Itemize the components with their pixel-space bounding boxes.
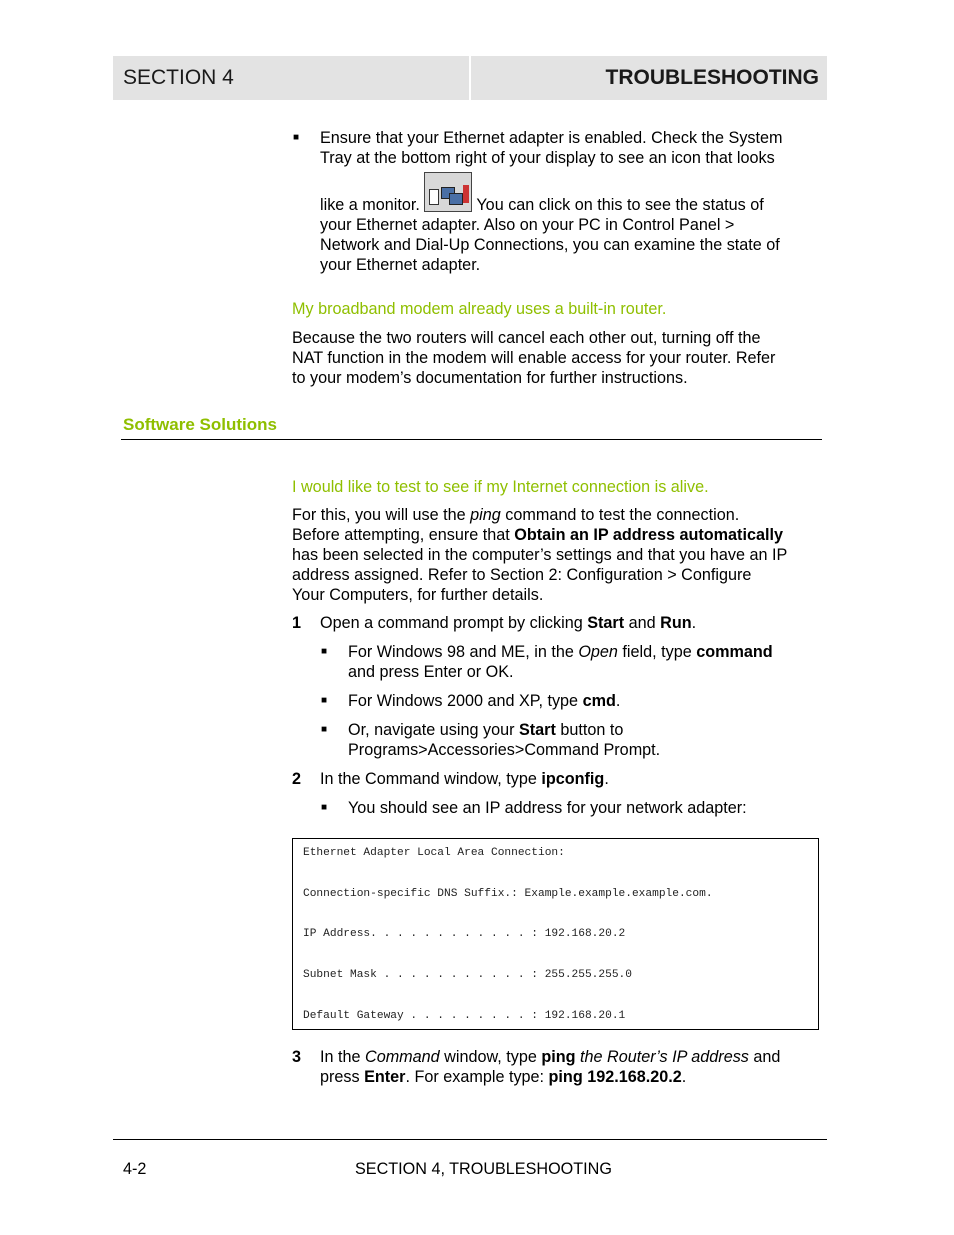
bullet-line: Tray at the bottom right of your display to see an icon that looks xyxy=(320,149,775,167)
section-heading: Software Solutions xyxy=(123,415,277,434)
bullet-line: Ensure that your Ethernet adapter is enabled. Check the System xyxy=(320,129,783,147)
answer-paragraph: For this, you will use the ping command to test the connection. Before attempting, ensure that Obtain an IP address automatically has been selected in the computer’s settings and that you have an IP address assigned. Refer to Section 2: Configuration > Configure Your Computers, for further details. xyxy=(292,506,788,604)
step-text: In the Command window, type ping the Router’s IP address and press Enter. For example type: ping 192.168.20.2. xyxy=(320,1048,781,1086)
section-divider xyxy=(121,439,822,440)
sub-bullet: ■ You should see an IP address for your network adapter: xyxy=(321,799,747,817)
bullet-line-with-icon: like a monitor. You can click on this to see the status of xyxy=(320,172,820,215)
header-title: TROUBLESHOOTING xyxy=(605,66,819,89)
step-text: Open a command prompt by clicking Start and Run. xyxy=(320,614,697,632)
code-line: Subnet Mask . . . . . . . . . . . : 255.255.255.0 xyxy=(303,969,632,981)
bullet-line: your Ethernet adapter. Also on your PC in Control Panel > xyxy=(320,216,735,234)
bullet-marker: ■ xyxy=(293,132,300,143)
code-line: Ethernet Adapter Local Area Connection: xyxy=(303,847,565,859)
page-header xyxy=(113,56,827,100)
bullet-line: your Ethernet adapter. xyxy=(320,256,481,274)
bullet-marker: ■ xyxy=(321,646,328,657)
header-title-cell xyxy=(471,56,827,100)
step-number: 2 xyxy=(292,770,302,788)
code-line: Connection-specific DNS Suffix.: Example.example.example.com. xyxy=(303,888,713,900)
bullet-marker: ■ xyxy=(321,802,328,813)
sub-bullet: ■ For Windows 98 and ME, in the Open field, type command and press Enter or OK. xyxy=(321,643,773,681)
bullet-marker: ■ xyxy=(321,724,328,735)
bullet-marker: ■ xyxy=(321,695,328,706)
code-line: IP Address. . . . . . . . . . . . : 192.168.20.2 xyxy=(303,928,626,940)
ipconfig-output xyxy=(292,838,819,1030)
code-line: Default Gateway . . . . . . . . . : 192.168.20.1 xyxy=(303,1010,626,1022)
question-heading: My broadband modem already uses a built-in router. xyxy=(292,300,667,318)
answer-paragraph: Because the two routers will cancel each other out, turning off the NAT function in the modem will enable access for your router. Refer to your modem’s documentation for further instructions. xyxy=(292,329,776,387)
ethernet-bullet xyxy=(293,128,820,275)
step-text: In the Command window, type ipconfig. xyxy=(320,770,609,788)
network-monitor-icon xyxy=(424,172,472,212)
question-heading: I would like to test to see if my Internet connection is alive. xyxy=(292,478,709,496)
footer-title: SECTION 4, TROUBLESHOOTING xyxy=(355,1160,612,1178)
header-section: SECTION 4 xyxy=(123,66,234,89)
header-section-cell xyxy=(113,56,469,100)
sub-bullet: ■ For Windows 2000 and XP, type cmd. xyxy=(321,692,621,710)
step-number: 1 xyxy=(292,614,302,632)
footer-divider xyxy=(113,1139,827,1140)
sub-bullet: ■ Or, navigate using your Start button to Programs>Accessories>Command Prompt. xyxy=(321,721,661,759)
bullet-line: Network and Dial-Up Connections, you can examine the state of xyxy=(320,236,780,254)
step-number: 3 xyxy=(292,1048,302,1066)
page-number: 4-2 xyxy=(123,1160,147,1178)
